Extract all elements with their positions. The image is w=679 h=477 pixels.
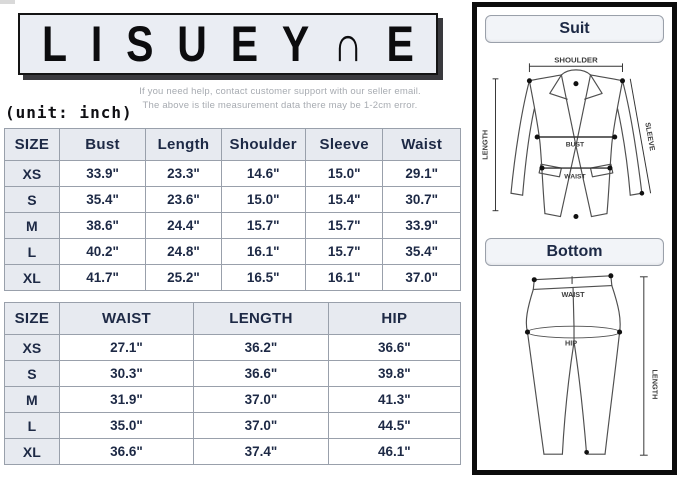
- value-cell: 38.6": [59, 213, 146, 239]
- table-row: [5, 439, 461, 465]
- pants-length-label: LENGTH: [650, 369, 660, 400]
- size-cell: M: [5, 387, 60, 413]
- table-row: [5, 239, 461, 265]
- value-cell: 39.8": [328, 361, 460, 387]
- column-header: LENGTH: [194, 303, 329, 335]
- bottom-section-title: Bottom: [485, 238, 664, 266]
- logo-letter: E: [386, 15, 414, 72]
- logo-letter: U: [177, 15, 207, 72]
- pants-drawing: [526, 276, 620, 454]
- value-cell: 36.2": [194, 335, 329, 361]
- suit-section-title: Suit: [485, 15, 664, 43]
- size-cell: XL: [5, 265, 60, 291]
- value-cell: 31.9": [59, 387, 194, 413]
- value-cell: 15.4": [305, 187, 383, 213]
- size-cell: XS: [5, 335, 60, 361]
- column-header: WAIST: [59, 303, 194, 335]
- value-cell: 23.3": [146, 161, 221, 187]
- value-cell: 15.7": [305, 213, 383, 239]
- table-row: [5, 335, 461, 361]
- value-cell: 16.1": [221, 239, 305, 265]
- size-cell: S: [5, 361, 60, 387]
- value-cell: 44.5": [328, 413, 460, 439]
- seller-note-line1: If you need help, contact customer support with our seller email.: [139, 86, 421, 97]
- value-cell: 24.8": [146, 239, 221, 265]
- logo-letter: S: [126, 15, 154, 72]
- pants-waist-label: WAIST: [561, 290, 585, 300]
- logo-letter: L: [42, 15, 68, 72]
- value-cell: 29.1": [383, 161, 461, 187]
- value-cell: 15.0": [305, 161, 383, 187]
- size-cell: XS: [5, 161, 60, 187]
- corner-artifact: [0, 0, 15, 4]
- size-cell: XL: [5, 439, 60, 465]
- value-cell: 33.9": [383, 213, 461, 239]
- value-cell: 15.7": [305, 239, 383, 265]
- suit-bust-label: BUST: [565, 141, 585, 149]
- size-cell: M: [5, 213, 60, 239]
- value-cell: 16.1": [305, 265, 383, 291]
- column-header: Length: [146, 129, 221, 161]
- column-header: Shoulder: [221, 129, 305, 161]
- pants-dimension-lines: [640, 277, 648, 455]
- column-header: HIP: [328, 303, 460, 335]
- value-cell: 33.9": [59, 161, 146, 187]
- size-cell: L: [5, 413, 60, 439]
- table-row: [5, 387, 461, 413]
- column-header: SIZE: [5, 303, 60, 335]
- value-cell: 16.5": [221, 265, 305, 291]
- value-cell: 35.4": [383, 239, 461, 265]
- logo-letter: Y: [281, 15, 310, 72]
- value-cell: 30.3": [59, 361, 194, 387]
- unit-label: (unit: inch): [5, 103, 133, 122]
- size-cell: S: [5, 187, 60, 213]
- seller-note: [90, 85, 470, 114]
- value-cell: 36.6": [328, 335, 460, 361]
- value-cell: 24.4": [146, 213, 221, 239]
- value-cell: 15.0": [221, 187, 305, 213]
- column-header: SIZE: [5, 129, 60, 161]
- value-cell: 40.2": [59, 239, 146, 265]
- pants-hip-label: HIP: [565, 338, 578, 348]
- value-cell: 30.7": [383, 187, 461, 213]
- table-row: [5, 413, 461, 439]
- logo-letter: E: [230, 15, 259, 72]
- table-row: [5, 187, 461, 213]
- value-cell: 27.1": [59, 335, 194, 361]
- value-cell: 37.0": [194, 387, 329, 413]
- value-cell: 37.4": [194, 439, 329, 465]
- value-cell: 35.0": [59, 413, 194, 439]
- table-row: [5, 265, 461, 291]
- suit-dimension-lines: [493, 63, 651, 210]
- value-cell: 14.6": [221, 161, 305, 187]
- column-header: Sleeve: [305, 129, 383, 161]
- value-cell: 41.7": [59, 265, 146, 291]
- value-cell: 25.2": [146, 265, 221, 291]
- value-cell: 36.6": [194, 361, 329, 387]
- value-cell: 35.4": [59, 187, 146, 213]
- suit-sleeve-label: SLEEVE: [643, 121, 658, 152]
- value-cell: 23.6": [146, 187, 221, 213]
- seller-note-line2: The above is tile measurement data there may be 1-2cm error.: [142, 100, 418, 112]
- suit-shoulder-label: SHOULDER: [554, 55, 598, 65]
- diagram-panel: [472, 2, 677, 475]
- value-cell: 36.6": [59, 439, 194, 465]
- value-cell: 46.1": [328, 439, 460, 465]
- table-row: [5, 361, 461, 387]
- value-cell: 41.3": [328, 387, 460, 413]
- header-row: [5, 129, 461, 161]
- table-row: [5, 213, 461, 239]
- brand-logo: [18, 13, 438, 75]
- table-row: [5, 161, 461, 187]
- header-row: [5, 303, 461, 335]
- logo-letter: I: [90, 15, 103, 72]
- suit-size-table: [4, 128, 461, 291]
- value-cell: 37.0": [383, 265, 461, 291]
- column-header: Waist: [383, 129, 461, 161]
- suit-length-label: LENGTH: [480, 129, 490, 160]
- value-cell: 37.0": [194, 413, 329, 439]
- bottom-measurement-diagram: [479, 268, 670, 464]
- size-cell: L: [5, 239, 60, 265]
- column-header: Bust: [59, 129, 146, 161]
- bottom-size-table: [4, 302, 461, 465]
- suit-measurement-diagram: [479, 49, 670, 226]
- value-cell: 15.7": [221, 213, 305, 239]
- logo-letter: ∩: [333, 15, 363, 72]
- suit-waist-label: WAIST: [564, 173, 586, 181]
